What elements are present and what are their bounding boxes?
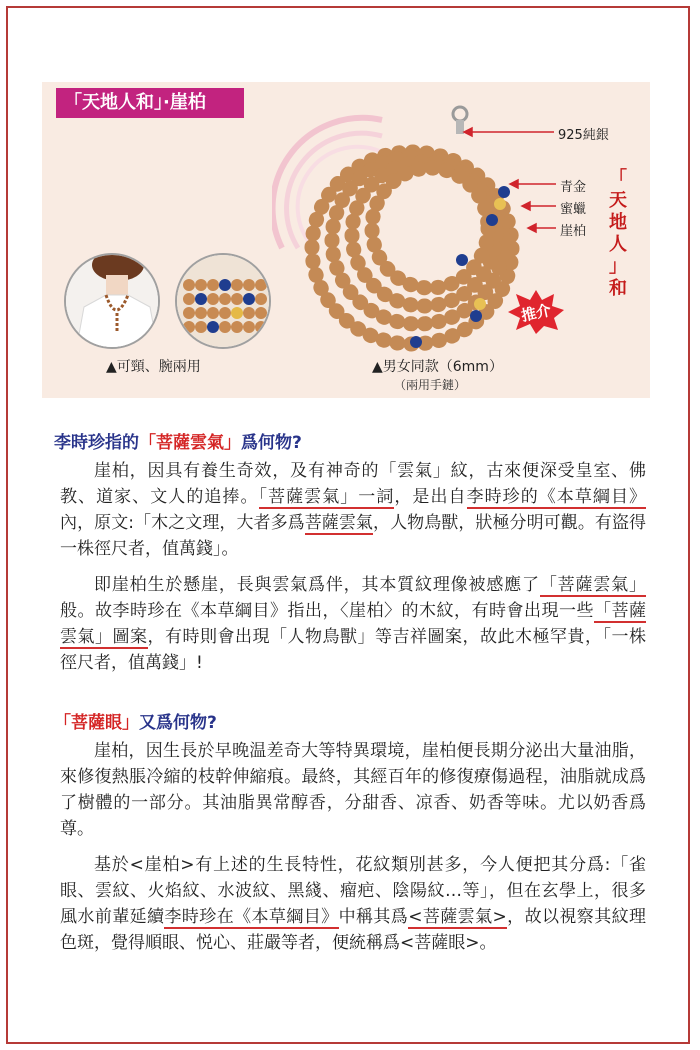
brand-char: 天 [609, 190, 627, 211]
neck-wear-photo [64, 253, 160, 349]
pointer-arrows [460, 124, 570, 234]
section2-paragraph-2: 基於<崖柏>有上述的生長特性，花紋類別甚多，今人便把其分爲:「雀眼、雲紋、火焰紋、水波紋、黑綫、瘤疤、陰陽紋…等」，但在玄學上，很多風水前輩延續李時珍在《本草綱目》中稱其爲<菩薩雲氣>，故以視察其紋理色斑，覺得順眼、悦心、莊嚴等者，便統稱爲<菩薩眼>。 [60, 855, 647, 953]
brand-char: 地 [609, 212, 627, 233]
bead-label-amber: 蜜蠟 [560, 202, 587, 217]
section1-title-highlight: 「菩薩雲氣」 [139, 433, 241, 453]
section2-title-post: 又爲何物? [139, 713, 217, 733]
bead-label-cypress: 崖柏 [560, 224, 587, 239]
section1-paragraph-1: 崖柏，因具有養生奇效，及有神奇的「雲氣」紋，古來便深受皇室、佛教、道家、文人的追捧。「菩薩雲氣」一詞，是出自李時珍的《本草綱目》內，原文:「木之文理，大者多爲菩薩雲氣，人物鳥獸，狀極分明可觀。有盜得一株徑尺者，值萬錢」。 [60, 461, 647, 559]
caption-right: ▲男女同款（6mm） [372, 359, 503, 375]
section1-paragraph-2: 即崖柏生於懸崖，長與雲氣爲伴，其本質紋理像被感應了「菩薩雲氣」般。故李時珍在《本草綱目》指出，〈崖柏〉的木紋，有時會出現一些「菩薩雲氣」圖案，有時則會出現「人物鳥獸」等吉祥圖案，故此木極罕貴，「一株徑尺者，值萬錢」! [60, 575, 647, 673]
recommend-badge [508, 290, 564, 334]
badge-text: 推介 [519, 301, 553, 325]
brand-char: 人 [609, 234, 627, 255]
caption-left: ▲可頸、腕兩用 [106, 359, 201, 375]
section1-title-post: 爲何物? [241, 433, 302, 453]
section1-title-pre: 李時珍指的 [54, 433, 139, 453]
wrist-wear-photo [175, 253, 271, 349]
bead-label-lapis: 青金 [560, 180, 587, 195]
section2-title-highlight: 「菩薩眼」 [54, 713, 139, 733]
section2-paragraph-1: 崖柏，因生長於早晚温差奇大等特異環境，崖柏便長期分泌出大量油脂，來修復熱脹冷縮的枝幹伸縮痕。最終，其經百年的修復療傷過程，油脂就成爲了樹體的一部分。其油脂異常醇香，分甜香、凉香、奶香等味。尤以奶香爲尊。 [60, 741, 646, 839]
brand-vertical [604, 168, 632, 300]
product-tag: 「天地人和」·崖柏 [56, 88, 244, 118]
brand-char: 」 [609, 256, 627, 277]
brand-char: 和 [609, 278, 627, 299]
caption-right-sub: （兩用手鏈） [394, 378, 467, 392]
brand-char: 「 [609, 168, 627, 189]
section2-title [54, 708, 217, 733]
silver-label: 925純銀 [558, 128, 609, 143]
section1-title [54, 428, 302, 453]
